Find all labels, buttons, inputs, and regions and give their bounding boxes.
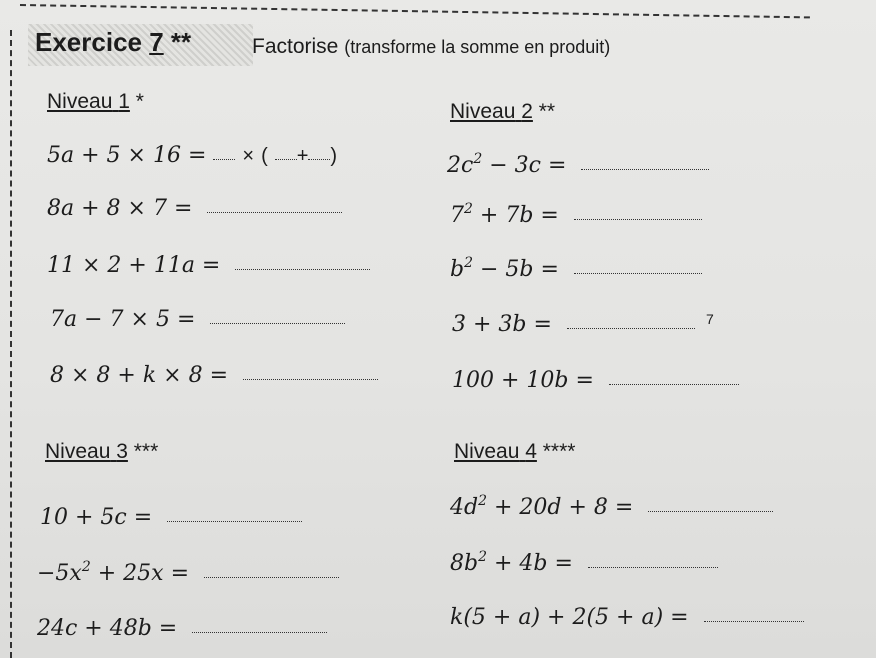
answer-blank[interactable] [213, 158, 235, 160]
exercise-n3-2 [37, 559, 339, 586]
expression-rest: 10 + 5c = [40, 505, 153, 530]
exercise-n4-3 [450, 603, 804, 630]
exercise-n2-3 [450, 255, 702, 282]
exercise-n2-5 [452, 366, 739, 393]
answer-blank[interactable] [167, 520, 302, 522]
level-stars: *** [133, 440, 159, 463]
expression: 8 × 8 + k × 8 = [50, 363, 229, 388]
answer-blank[interactable] [648, 510, 773, 512]
expression-rest: − 3c = [482, 153, 567, 178]
exercise-n1-3 [47, 253, 370, 278]
expression: 5a + 5 × 16 = [47, 143, 207, 168]
answer-blank[interactable] [581, 168, 709, 170]
expression-base: 8b [450, 551, 479, 576]
level-number: 4 [525, 440, 537, 463]
level-1-heading [47, 90, 144, 114]
expression-rest: 100 + 10b = [452, 368, 594, 393]
exercise-n3-3 [37, 614, 327, 641]
level-stars: * [135, 90, 144, 113]
exercise-n2-4 [452, 310, 695, 337]
exponent: 2 [473, 151, 483, 167]
expression-rest: − 5b = [473, 257, 559, 282]
answer-blank[interactable] [275, 158, 297, 160]
answer-blank[interactable] [609, 383, 739, 385]
expression-rest: + 20d + 8 = [487, 495, 634, 520]
hint-open-paren: ( [261, 145, 268, 167]
expression-base: 7 [450, 203, 464, 228]
exponent: 2 [81, 559, 91, 575]
level-number: 2 [521, 100, 533, 123]
expression: 11 × 2 + 11a = [47, 253, 221, 278]
expression-rest: k(5 + a) + 2(5 + a) = [450, 605, 689, 630]
expression: 8a + 8 × 7 = [47, 196, 193, 221]
exercise-instruction [252, 35, 610, 59]
exercise-n2-2 [450, 201, 702, 228]
expression-rest: + 7b = [472, 203, 559, 228]
expression-base: 2c [447, 153, 474, 178]
exercise-n4-2 [450, 549, 718, 576]
level-word: Niveau [47, 90, 113, 113]
exercise-n4-1 [450, 493, 773, 520]
expression-base: 4d [450, 495, 479, 520]
answer-blank[interactable] [243, 378, 378, 380]
exponent: 2 [464, 201, 473, 217]
dashed-border-top [20, 4, 810, 18]
instruction-note: (transforme la somme en produit) [344, 37, 611, 57]
expression-rest: 24c + 48b = [37, 616, 178, 641]
level-word: Niveau [450, 100, 516, 123]
exercise-n1-5 [50, 363, 378, 388]
exponent: 2 [464, 255, 474, 271]
exercise-number: 7 [149, 27, 164, 57]
answer-blank[interactable] [704, 620, 804, 622]
exercise-title [35, 27, 191, 58]
answer-blank[interactable] [574, 218, 702, 220]
exercise-n2-1 [447, 151, 709, 178]
level-4-heading [454, 440, 575, 464]
answer-blank[interactable] [308, 158, 330, 160]
dashed-border-left [10, 30, 12, 658]
answer-blank[interactable] [192, 631, 327, 633]
expression-rest: + 25x = [90, 561, 190, 586]
exponent: 2 [478, 549, 488, 565]
hint-plus: + [296, 145, 309, 167]
exercise-n1-2 [47, 196, 342, 221]
answer-blank[interactable] [574, 272, 702, 274]
level-stars: **** [542, 440, 576, 463]
exercise-word: Exercice [35, 27, 142, 57]
answer-blank[interactable] [567, 327, 695, 329]
expression-base: −5x [37, 561, 82, 586]
hint-close-paren: ) [330, 145, 338, 167]
answer-mark: 7 [706, 311, 714, 327]
expression: 7a − 7 × 5 = [50, 307, 196, 332]
instruction-title: Factorise [252, 35, 339, 58]
exponent: 2 [478, 493, 488, 509]
expression-base: b [450, 257, 465, 282]
level-2-heading [450, 100, 555, 124]
exercise-n1-4 [50, 307, 345, 332]
answer-blank[interactable] [204, 576, 339, 578]
level-number: 1 [118, 90, 130, 113]
exercise-stars: ** [170, 27, 192, 57]
exercise-n3-1 [40, 503, 302, 530]
answer-blank[interactable] [207, 211, 342, 213]
level-number: 3 [116, 440, 128, 463]
level-3-heading [45, 440, 158, 464]
answer-blank[interactable] [588, 566, 718, 568]
hint-times: × [242, 145, 255, 167]
answer-blank[interactable] [235, 268, 370, 270]
exercise-n1-1 [47, 143, 337, 168]
level-word: Niveau [454, 440, 520, 463]
answer-blank[interactable] [210, 322, 345, 324]
expression-rest: 3 + 3b = [452, 312, 552, 337]
level-word: Niveau [45, 440, 111, 463]
level-stars: ** [538, 100, 556, 123]
expression-rest: + 4b = [487, 551, 573, 576]
